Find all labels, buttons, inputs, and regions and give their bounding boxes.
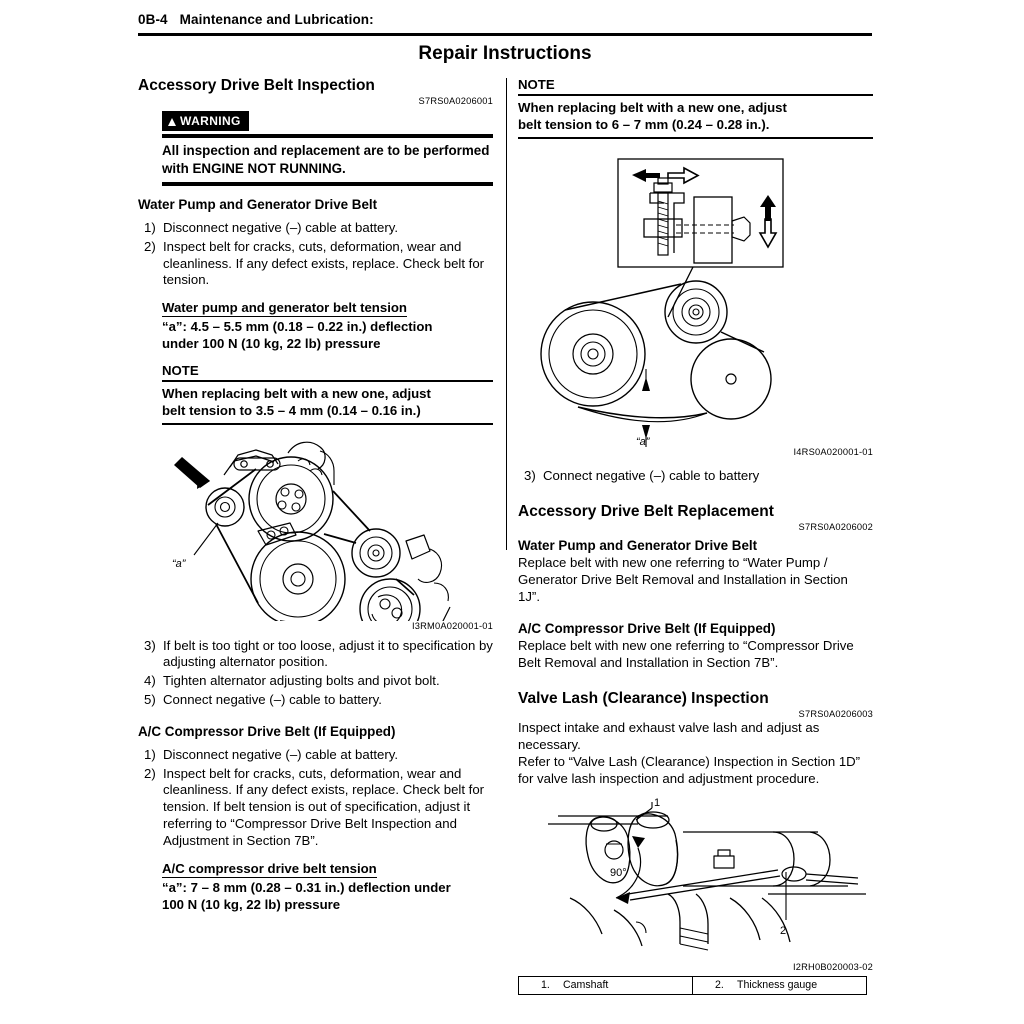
belt-tension-diagram xyxy=(518,157,873,447)
column-divider xyxy=(506,78,507,550)
heading-replacement-ac-compressor: A/C Compressor Drive Belt (If Equipped) xyxy=(518,620,776,636)
spec-water-pump-generator-tension xyxy=(162,299,493,352)
heading-water-pump-generator-belt: Water Pump and Generator Drive Belt xyxy=(138,196,378,212)
step-text: Connect negative (–) cable to battery. xyxy=(163,692,382,708)
figure-code-right: I4RS0A020001-01 xyxy=(793,446,873,457)
figure-callout-a: “a” xyxy=(636,435,650,447)
spec-title: A/C compressor drive belt tension xyxy=(162,860,377,876)
warning-text: All inspection and replacement are to be performed with ENGINE NOT RUNNING. xyxy=(162,143,490,176)
step-number: 2) xyxy=(144,765,156,781)
warning-box xyxy=(162,111,493,186)
figure-belt-tension-right xyxy=(518,157,873,458)
refcode-replacement: S7RS0A0206002 xyxy=(798,522,873,533)
note-rule-top xyxy=(518,94,873,96)
step-text: Disconnect negative (–) cable at battery. xyxy=(163,746,399,762)
legend-number-1: 1. xyxy=(541,978,550,991)
header-section-title: Maintenance and Lubrication: xyxy=(179,12,374,27)
legend-label-2: Thickness gauge xyxy=(737,978,818,991)
list-item xyxy=(138,239,493,289)
step-text: Tighten alternator adjusting bolts and pivot bolt. xyxy=(163,673,440,689)
note-text-line-2: belt tension to 6 – 7 mm (0.24 – 0.28 in.). xyxy=(518,116,770,132)
text-valve-lash-2: Refer to “Valve Lash (Clearance) Inspection in Section 1D” for valve lash inspection and adjustment procedure. xyxy=(518,753,861,786)
ac-inspection-steps-list xyxy=(138,747,493,850)
step-number: 4) xyxy=(144,673,156,689)
text-replacement-water-pump-generator: Replace belt with new one referring to “Water Pump / Generator Drive Belt Removal and Installation in Section 1J”. xyxy=(518,555,848,604)
step-text: Disconnect negative (–) cable at battery. xyxy=(163,219,399,235)
figure-marker-1: 1 xyxy=(654,796,661,809)
step-text: Inspect belt for cracks, cuts, deformation, wear and cleanliness. If any defect exists, replace. Check belt for tension. If belt tension is out of specification, adjust it referring to “Compressor Drive Belt Inspection and Adjustment in Section 7B”. xyxy=(163,765,485,848)
list-item xyxy=(138,692,493,709)
heading-valve-lash-inspection: Valve Lash (Clearance) Inspection xyxy=(518,690,769,708)
step-text: Inspect belt for cracks, cuts, deformation, wear and cleanliness. If any defect exists, replace. Check belt for tension. xyxy=(163,238,485,288)
figure-valve-lash xyxy=(518,794,873,973)
note-box-left xyxy=(162,362,493,425)
deflection-indicator xyxy=(642,377,650,439)
tension-arrow-icon xyxy=(174,457,210,489)
legend-label-1: Camshaft xyxy=(563,978,609,991)
spec-line-1: “a”: 7 – 8 mm (0.28 – 0.31 in.) deflection under xyxy=(162,879,451,895)
right-steps-list xyxy=(518,468,873,485)
spec-title: Water pump and generator belt tension xyxy=(162,300,407,316)
note-rule-top xyxy=(162,380,493,382)
arrow-left-icon xyxy=(632,169,660,182)
note-text-line-2: belt tension to 3.5 – 4 mm (0.14 – 0.16 in.) xyxy=(162,402,421,418)
legend-cell-1 xyxy=(519,976,693,994)
list-item xyxy=(518,468,873,485)
legend-number-2: 2. xyxy=(715,978,724,991)
text-valve-lash-1: Inspect intake and exhaust valve lash and adjust as necessary. xyxy=(518,720,820,753)
arrow-down-icon xyxy=(760,219,776,247)
warning-label xyxy=(162,111,249,131)
heading-accessory-drive-belt-replacement: Accessory Drive Belt Replacement xyxy=(518,503,774,521)
step-text: If belt is too tight or too loose, adjust it to specification by adjusting alternator position. xyxy=(163,637,493,670)
list-item xyxy=(138,747,493,764)
belt-routing-diagram xyxy=(138,431,493,621)
running-header xyxy=(138,12,374,27)
heading-accessory-drive-belt-inspection: Accessory Drive Belt Inspection xyxy=(138,77,375,94)
page-folio: 0B-4 xyxy=(138,12,168,27)
spec-line-1: “a”: 4.5 – 5.5 mm (0.18 – 0.22 in.) deflection xyxy=(162,319,433,335)
note-text-line-1: When replacing belt with a new one, adjust xyxy=(162,385,431,401)
step-number: 5) xyxy=(144,692,156,708)
heading-ac-compressor-belt: A/C Compressor Drive Belt (If Equipped) xyxy=(138,723,396,739)
figure-belt-routing-left xyxy=(138,431,493,632)
page-title: Repair Instructions xyxy=(418,43,592,64)
figure-marker-2: 2 xyxy=(780,924,787,937)
list-item xyxy=(138,766,493,850)
step-text: Connect negative (–) cable to battery xyxy=(543,467,760,483)
step-number: 2) xyxy=(144,238,156,254)
text-replacement-ac-compressor: Replace belt with new one referring to “Compressor Drive Belt Removal and Installation in Section 7B”. xyxy=(518,637,854,670)
valve-lash-diagram xyxy=(518,794,873,962)
step-number: 3) xyxy=(524,467,536,483)
warning-rule-top xyxy=(162,134,493,138)
note-label: NOTE xyxy=(518,77,555,92)
heading-replacement-water-pump-generator: Water Pump and Generator Drive Belt xyxy=(518,538,758,554)
inspection-steps-list xyxy=(138,220,493,289)
arrow-up-icon xyxy=(760,195,776,221)
arrow-right-icon xyxy=(668,168,698,183)
figure-callout-a: “a” xyxy=(172,557,186,570)
refcode-inspection: S7RS0A0206001 xyxy=(418,96,493,106)
note-box-right xyxy=(518,76,873,139)
right-column xyxy=(518,76,873,995)
inspection-steps-continued xyxy=(138,638,493,709)
spec-line-2: under 100 N (10 kg, 22 lb) pressure xyxy=(162,336,381,352)
figure-angle-label: 90° xyxy=(610,866,627,879)
list-item xyxy=(138,638,493,672)
note-text-line-1: When replacing belt with a new one, adjust xyxy=(518,99,787,115)
spec-line-2: 100 N (10 kg, 22 lb) pressure xyxy=(162,896,341,912)
list-item xyxy=(138,673,493,690)
spec-ac-compressor-tension xyxy=(162,860,493,913)
warning-label-text: WARNING xyxy=(180,113,241,128)
warning-triangle-icon xyxy=(168,118,176,126)
note-label: NOTE xyxy=(162,363,199,379)
refcode-valve-lash: S7RS0A0206003 xyxy=(798,709,873,720)
step-number: 1) xyxy=(144,746,156,762)
step-number: 1) xyxy=(144,219,156,235)
figure-code-left: I3RM0A020001-01 xyxy=(411,620,493,631)
left-column xyxy=(138,76,493,913)
figure-legend-table xyxy=(518,976,867,995)
legend-cell-2 xyxy=(693,976,867,994)
figure-code-valve-lash: I2RH0B020003-02 xyxy=(792,961,873,972)
table-row xyxy=(519,976,867,994)
list-item xyxy=(138,220,493,237)
step-number: 3) xyxy=(144,637,156,653)
header-rule xyxy=(138,33,872,36)
